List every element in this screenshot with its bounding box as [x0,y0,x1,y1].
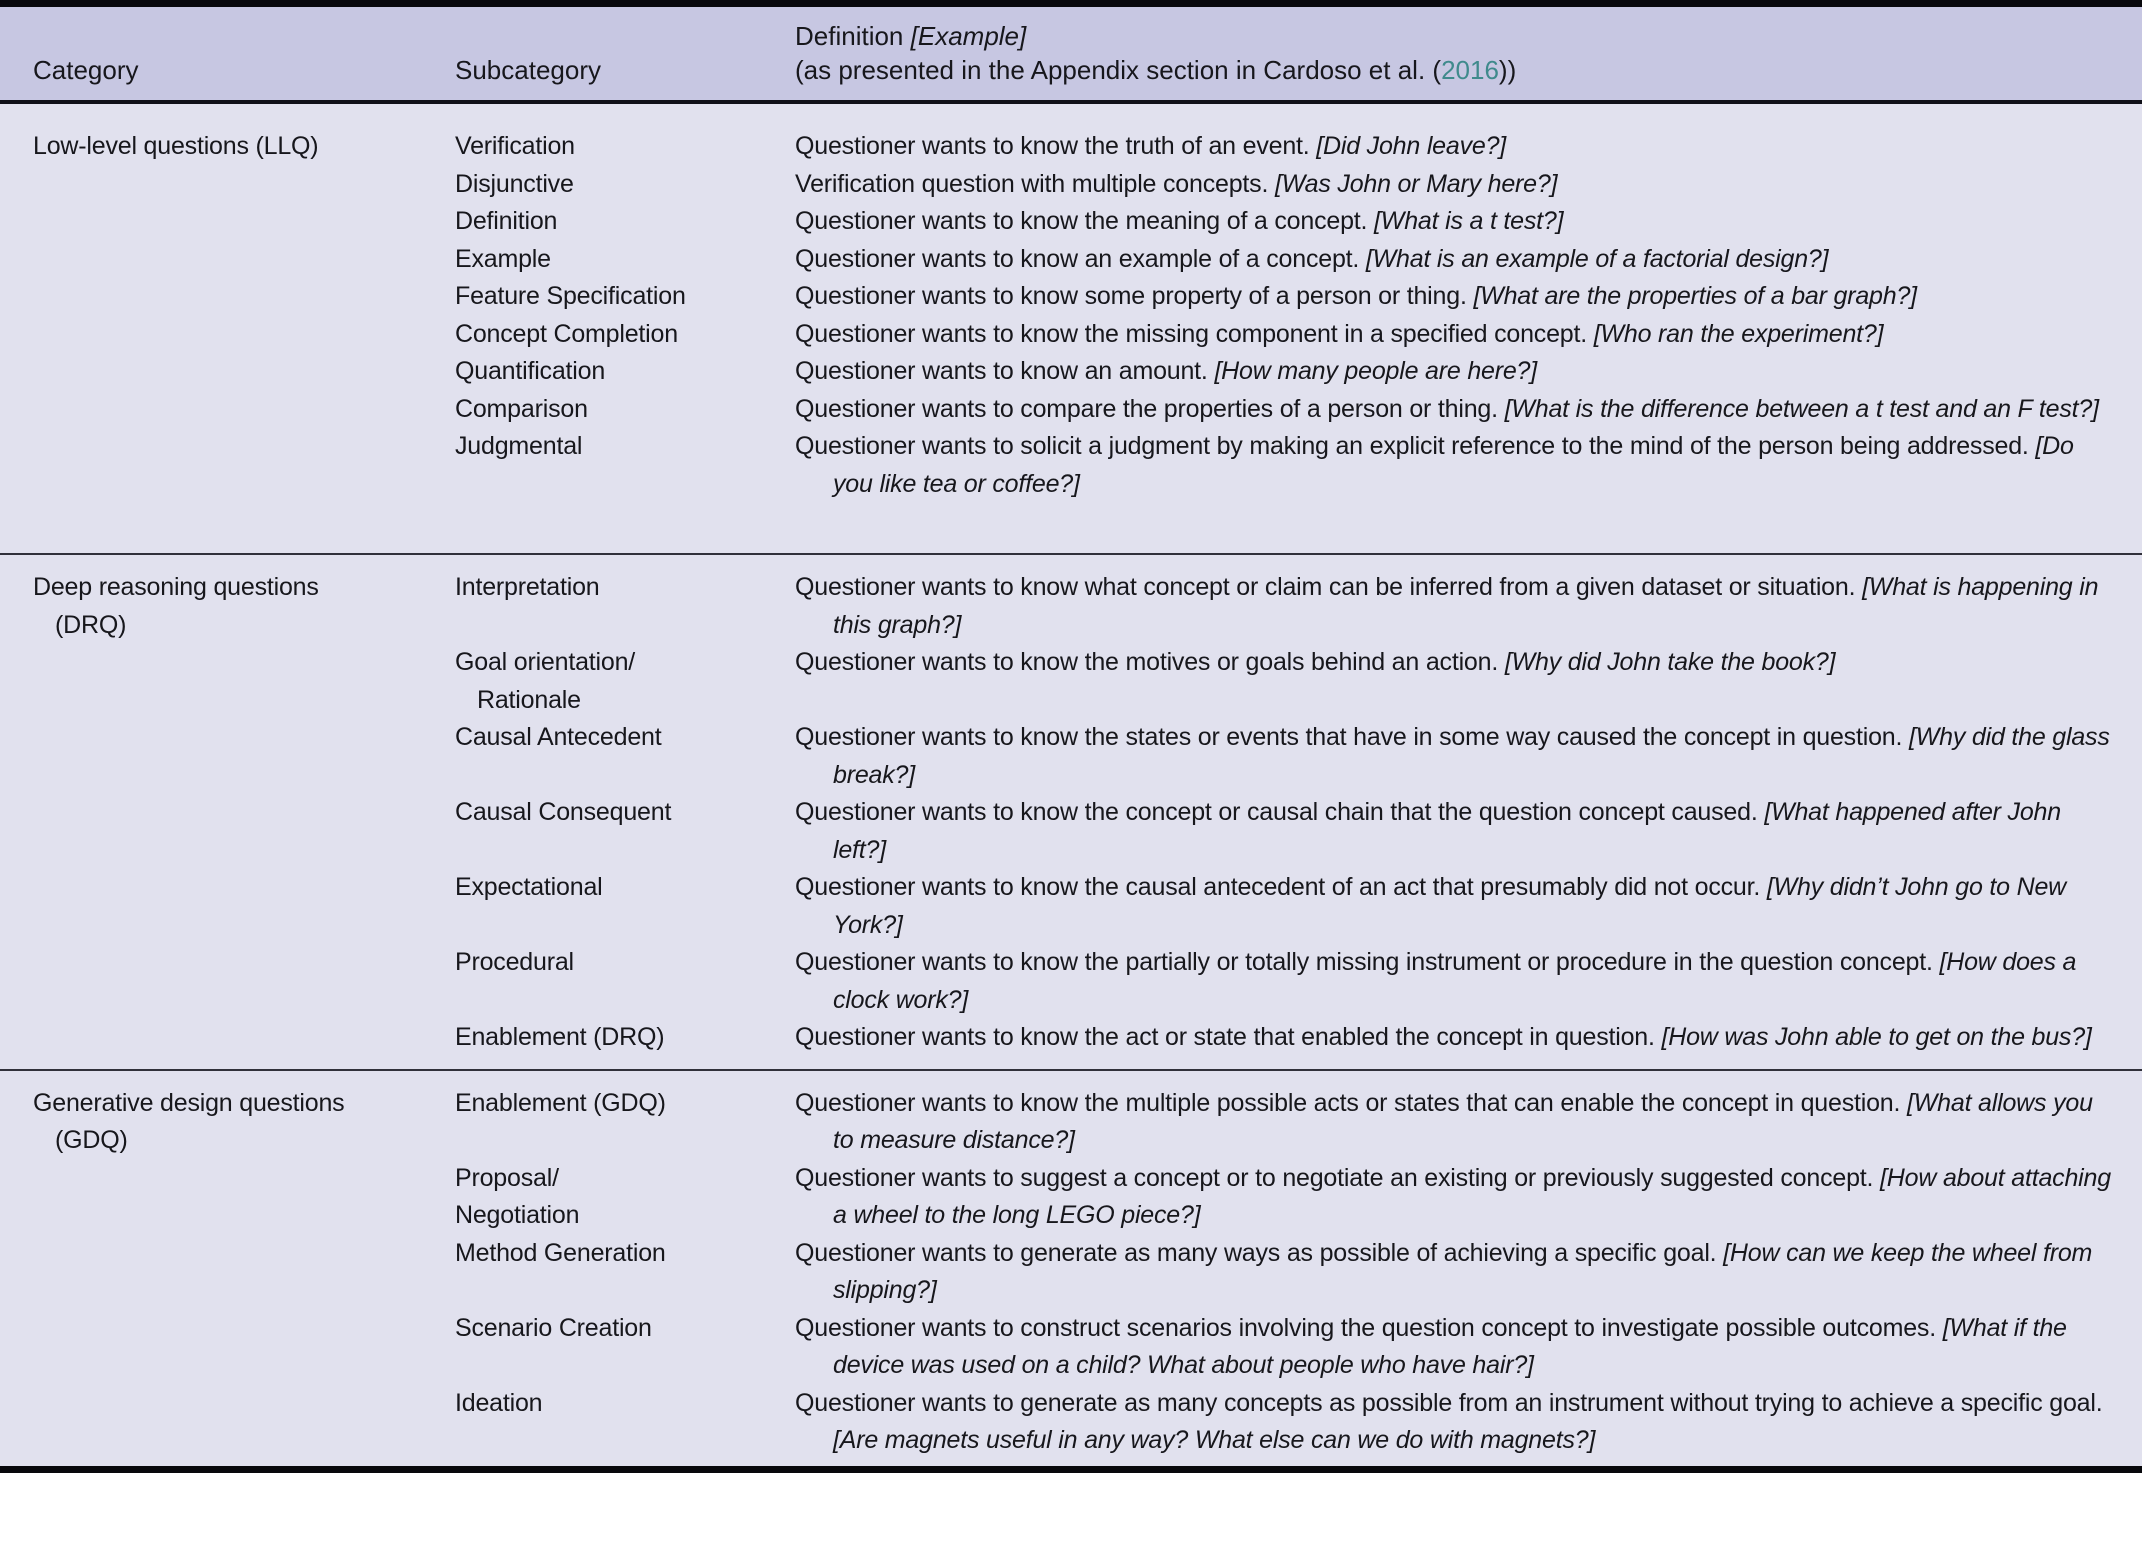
table-row [455,1310,2118,1385]
subcategory-cell: Ideation [455,1388,543,1417]
header-definition [795,19,2118,87]
table-row [455,644,2118,719]
subcategory-cell: Interpretation [455,573,600,601]
header-subcategory: Subcategory [455,55,601,85]
table-row [455,166,2118,204]
example-text: [Who ran the experiment?] [1593,319,1884,348]
example-text: [Why did the glass break?] [833,723,2110,789]
example-text: [Why did John take the book?] [1504,648,1836,676]
example-text: [How can we keep the wheel from slipping?] [833,1238,2093,1304]
table-row [455,353,2118,391]
example-text: [What if the device was used on a child? What about people who have hair?] [833,1313,2067,1379]
example-text: [How does a clock work?] [833,948,2077,1014]
table-row [455,278,2118,316]
definition-cell: Questioner wants to know what concept or claim can be inferred from a given dataset or situation. [What is happening in this graph?] [795,573,2099,639]
table-row [455,203,2118,241]
subcategory-cell: Quantification [455,357,606,385]
subcategory-cell: Verification [455,132,575,160]
header-definition-line1 [795,19,2118,53]
subcategory-cell: Expectational [455,873,603,901]
table-row [455,944,2118,1019]
table-row [455,569,2118,644]
section-deep-reasoning-questions [0,555,2142,1071]
definition-cell: Questioner wants to solicit a judgment by making an explicit reference to the mind of the person being addressed. [Do you like tea or coffee?] [795,432,2074,498]
example-text: [Did John leave?] [1316,132,1507,160]
example-text: [What is a t test?] [1374,207,1564,235]
subcategory-cell: Concept Completion [455,319,678,348]
example-text: [Why didn’t John go to New York?] [833,873,2067,939]
definition-cell: Questioner wants to know the act or state that enabled the concept in question. [How was John able to get on the bus?] [795,1023,2092,1051]
table-body [0,104,2142,1473]
table-row [455,1160,2118,1235]
definition-cell: Questioner wants to know an amount. [How many people are here?] [795,357,1538,385]
definition-cell: Questioner wants to suggest a concept or to negotiate an existing or previously suggested concept. [How about attaching a wheel to the long LEGO piece?] [795,1163,2111,1229]
definition-cell: Questioner wants to know the meaning of a concept. [What is a t test?] [795,207,1564,235]
table-row [455,391,2118,429]
header-definition-label: Definition [795,21,904,51]
header-definition-example: [Example] [910,21,1027,51]
category-label-line2: (GDQ) [55,1126,128,1154]
table-row [455,794,2118,869]
table-row [455,869,2118,944]
example-text: [How about attaching a wheel to the long LEGO piece?] [833,1163,2111,1229]
subcategory-cell: Causal Antecedent [455,723,662,751]
category-cell [33,128,455,503]
example-text: [What are the properties of a bar graph?] [1473,282,1917,310]
definition-cell: Questioner wants to know the motives or goals behind an action. [Why did John take the book?] [795,648,1836,676]
table-row [455,1085,2118,1160]
section-low-level-questions [0,104,2142,555]
section-rows [455,569,2118,1057]
header-definition-note [795,53,2118,87]
subcategory-cell: Example [455,244,551,273]
definition-cell: Questioner wants to construct scenarios involving the question concept to investigate possible outcomes. [What if the device was used on a child? What about people who have hair?] [795,1313,2067,1379]
subcategory-cell: Judgmental [455,432,583,460]
example-text: [What allows you to measure distance?] [833,1088,2093,1154]
definition-cell: Questioner wants to know the partially or totally missing instrument or procedure in the question concept. [How does a clock work?] [795,948,2077,1014]
table-row [455,241,2118,279]
table-row [455,128,2118,166]
category-label: Generative design questions [33,1088,345,1117]
example-text: [How many people are here?] [1214,357,1538,385]
definition-cell: Questioner wants to know some property of a person or thing. [What are the properties of a bar graph?] [795,282,1917,310]
subcategory-cell: Proposal/ Negotiation [455,1163,580,1229]
definition-cell: Questioner wants to know the concept or causal chain that the question concept caused. [What happened after John left?] [795,798,2061,864]
definition-cell: Questioner wants to compare the properties of a person or thing. [What is the difference between a t test and an F test?] [795,394,2099,423]
subcategory-cell: Method Generation [455,1238,666,1267]
table-header [0,7,2142,104]
example-text: [What is an example of a factorial design?] [1365,244,1829,273]
subcategory-cell: Disjunctive [455,169,574,198]
subcategory-cell: Scenario Creation [455,1313,652,1342]
table-row [455,1019,2118,1057]
category-label: Deep reasoning questions [33,573,319,601]
definition-cell: Questioner wants to know the states or events that have in some way caused the concept in question. [Why did the glass break?] [795,723,2110,789]
subcategory-cell: Enablement (DRQ) [455,1023,665,1051]
example-text: [Do you like tea or coffee?] [833,432,2074,498]
category-label-line2: (DRQ) [55,610,127,639]
definition-cell: Questioner wants to generate as many ways as possible of achieving a specific goal. [How can we keep the wheel from slipping?] [795,1238,2093,1304]
definition-cell: Verification question with multiple concepts. [Was John or Mary here?] [795,169,1558,198]
subcategory-cell: Procedural [455,948,574,976]
example-text: [What is the difference between a t test and an F test?] [1504,394,2099,423]
section-rows [455,128,2118,503]
subcategory-cell: Enablement (GDQ) [455,1088,666,1117]
header-category: Category [33,55,139,85]
definition-cell: Questioner wants to know an example of a concept. [What is an example of a factorial design?] [795,244,1829,273]
definition-cell: Questioner wants to know the missing component in a specified concept. [Who ran the experiment?] [795,319,1884,348]
citation-year-link[interactable]: 2016 [1441,55,1499,85]
table-row [455,428,2118,503]
definition-cell: Questioner wants to know the multiple possible acts or states that can enable the concept in question. [What allows you to measure distance?] [795,1088,2093,1154]
table-row [455,316,2118,354]
subcategory-cell: Definition [455,207,558,235]
subcategory-cell: Causal Consequent [455,798,672,826]
example-text: [Are magnets useful in any way? What else can we do with magnets?] [833,1426,1596,1454]
example-text: [What happened after John left?] [833,798,2061,864]
table-row [455,1385,2118,1460]
subcategory-cell: Feature Specification [455,282,686,310]
example-text: [How was John able to get on the bus?] [1661,1023,2092,1051]
subcategory-cell: Goal orientation/ Rationale [455,648,636,714]
definition-cell: Questioner wants to know the truth of an event. [Did John leave?] [795,132,1507,160]
citation-text-pre: (as presented in the Appendix section in Cardoso et al. ( [795,55,1442,85]
category-cell [33,569,455,1057]
table-row [455,719,2118,794]
definition-cell: Questioner wants to know the causal antecedent of an act that presumably did not occur. [Why didn’t John go to New York?] [795,873,2067,939]
table-row [455,1235,2118,1310]
category-label: Low-level questions (LLQ) [33,132,319,160]
section-rows [455,1085,2118,1460]
definition-cell: Questioner wants to generate as many concepts as possible from an instrument without trying to achieve a specific goal. [Are magnets useful in any way? What else can we do with magnets?] [795,1388,2103,1454]
subcategory-cell: Comparison [455,394,588,423]
example-text: [What is happening in this graph?] [833,573,2099,639]
category-cell [33,1085,455,1460]
section-generative-design-questions [0,1071,2142,1466]
citation-text-post: )) [1498,55,1517,85]
example-text: [Was John or Mary here?] [1274,169,1558,198]
